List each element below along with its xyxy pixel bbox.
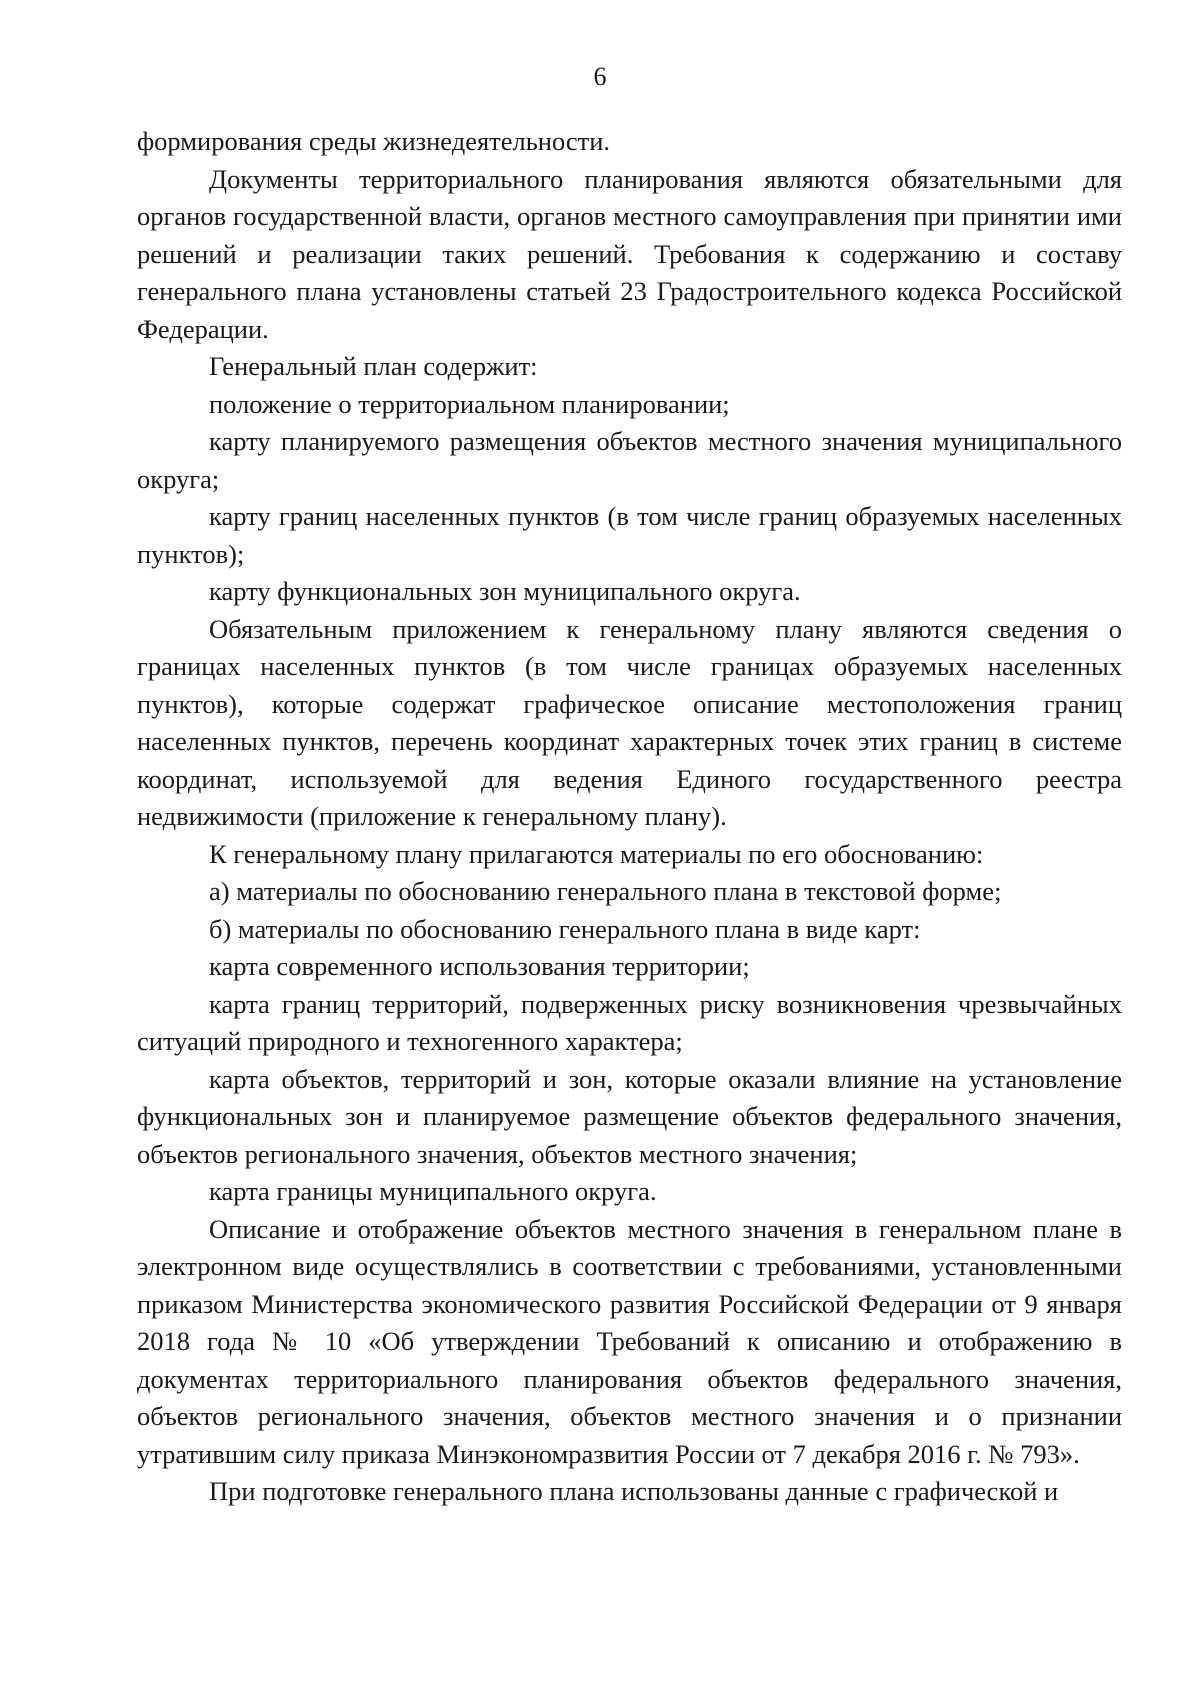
- list-item-regulation: положение о территориальном планировании;: [209, 388, 730, 419]
- list-item-current-use-map: карта современного использования территории;: [209, 951, 750, 981]
- paragraph-plan-contains: Генеральный план содержит:: [209, 351, 538, 381]
- paragraph-justification-materials: К генеральному плану прилагаются материалы по его обоснованию:: [209, 838, 984, 869]
- document-body: [137, 123, 1122, 1511]
- paragraph-binding-documents: Документы территориального планирования являются обязательными для органов государственной власти, органов местного самоуправления при принятии ими решений и реализации таких решений. Требования к содержанию и составу генерального плана установлены статьей 23 Градостроительного кодекса Российской Федерации.: [137, 163, 1122, 344]
- list-item-district-border-map: карта границы муниципального округа.: [209, 1176, 657, 1206]
- list-item-functional-zones-map: карту функциональных зон муниципального округа.: [209, 576, 801, 606]
- list-item-map-materials: б) материалы по обоснованию генерального плана в виде карт:: [209, 913, 921, 944]
- list-item-emergency-risk-map: карта границ территорий, подверженных риску возникновения чрезвычайных ситуаций природного и техногенного характера;: [137, 988, 1122, 1056]
- list-item-settlement-borders-map: карту границ населенных пунктов (в том числе границ образуемых населенных пунктов);: [137, 501, 1122, 569]
- paragraph-data-sources: При подготовке генерального плана использованы данные с графической и: [209, 1476, 1059, 1506]
- list-item-text-materials: а) материалы по обоснованию генерального плана в текстовой форме;: [209, 876, 1002, 906]
- page-number: 6: [593, 62, 607, 91]
- paragraph-continuation: формирования среды жизнедеятельности.: [137, 126, 611, 156]
- list-item-local-objects-map: карту планируемого размещения объектов местного значения муниципального округа;: [137, 426, 1122, 494]
- paragraph-mandatory-appendix: Обязательным приложением к генеральному плану являются сведения о границах населенных пунктов (в том числе границах образуемых населенных пунктов), которые содержат графическое описание местоположения границ населенных пунктов, перечень координат характерных точек этих границ в системе координат, используемой для ведения Единого государственного реестра недвижимости (приложение к генеральному плану).: [137, 613, 1122, 831]
- list-item-influence-zones-map: карта объектов, территорий и зон, которые оказали влияние на установление функциональных зон и планируемое размещение объектов федерального значения, объектов регионального значения, объектов местного значения;: [137, 1063, 1122, 1169]
- paragraph-electronic-description: Описание и отображение объектов местного значения в генеральном плане в электронном виде осуществлялись в соответствии с требованиями, установленными приказом Министерства экономического развития Российской Федерации от 9 января 2018 года № 10 «Об утверждении Требований к описанию и отображению в документах территориального планирования объектов федерального значения, объектов регионального значения, объектов местного значения и о признании утратившим силу приказа Минэкономразвития России от 7 декабря 2016 г. № 793».: [137, 1213, 1122, 1469]
